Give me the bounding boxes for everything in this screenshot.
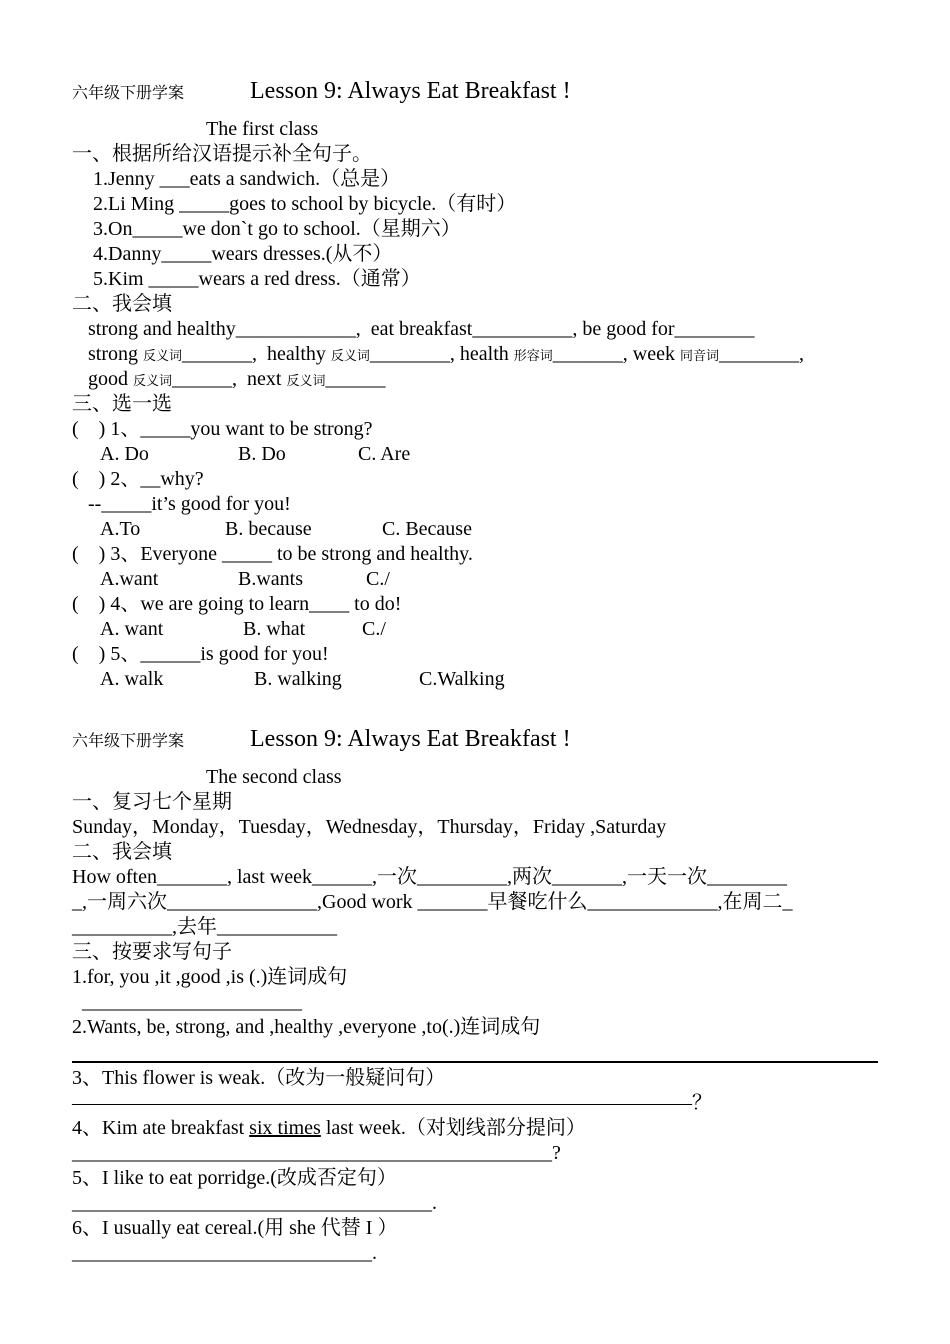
sentence-question: 2.Wants, be, strong, and ,healthy ,everyone ,to(.)连词成句	[72, 1016, 541, 1038]
exercise-item: 2.Li Ming _____goes to school by bicycle.（有时）	[93, 193, 517, 215]
fill-blank: _______,	[552, 343, 633, 365]
answer-blank: ____________________________________.	[72, 1192, 437, 1214]
section-title: 三、按要求写句子	[72, 941, 232, 963]
fill-blank: ________,	[719, 343, 805, 365]
choice-option-b: B. Do	[238, 443, 286, 465]
sentence-question	[72, 1116, 586, 1140]
answer-blank: ———————————————————————————————？	[72, 1092, 712, 1114]
choice-option-a: A. walk	[100, 668, 164, 690]
choice-option-c: C./	[362, 618, 386, 640]
days-list: Sunday，Monday，Tuesday，Wednesday，Thursday，Friday ,Saturday	[72, 816, 667, 838]
answer-blank: ______________________________.	[72, 1242, 377, 1264]
fill-word: week	[632, 343, 680, 365]
exercise-item: 4.Danny_____wears dresses.(从不）	[93, 243, 393, 265]
class-title: The first class	[206, 118, 319, 140]
choice-question: ( ) 5、______is good for you!	[72, 643, 329, 665]
choice-option-a: A.want	[100, 568, 159, 590]
fill-blank: ________,	[369, 343, 460, 365]
sentence-question: 1.for, you ,it ,good ,is (.)连词成句	[72, 966, 348, 988]
section-title: 二、我会填	[72, 841, 172, 863]
header-grade-label: 六年级下册学案	[72, 85, 185, 102]
choice-option-a: A.To	[100, 518, 141, 540]
choice-option-c: C. Are	[358, 443, 411, 465]
exercise-item: 3.On_____we don`t go to school.（星期六）	[93, 218, 461, 240]
choice-question: ( ) 2、__why?	[72, 468, 204, 490]
choice-option-b: B. walking	[254, 668, 342, 690]
answer-blank: ______________________	[82, 991, 302, 1013]
fill-hint: 反义词	[330, 348, 370, 363]
fill-blank: ______	[325, 368, 386, 390]
fill-line	[88, 367, 385, 393]
fill-blank: _______,	[182, 343, 268, 365]
question-text: 4、Kim ate breakfast	[72, 1117, 250, 1139]
choice-option-c: C.Walking	[419, 668, 505, 690]
answer-line	[72, 1061, 878, 1063]
fill-blank: ______,	[172, 368, 248, 390]
fill-word: healthy	[267, 343, 331, 365]
section-title: 一、根据所给汉语提示补全句子。	[72, 143, 372, 165]
choice-option-c: C./	[366, 568, 390, 590]
fill-hint: 反义词	[286, 373, 326, 388]
section-title: 二、我会填	[72, 293, 172, 315]
fill-line: __________,去年____________	[72, 916, 337, 938]
fill-hint: 同音词	[680, 348, 720, 363]
fill-hint: 形容词	[513, 348, 553, 363]
choice-option-b: B.wants	[238, 568, 303, 590]
sentence-question: 3、This flower is weak.（改为一般疑问句）	[72, 1067, 446, 1089]
sentence-question: 6、I usually eat cereal.(用 she 代替 I ）	[72, 1217, 398, 1239]
header-grade-label: 六年级下册学案	[72, 733, 185, 750]
choice-option-c: C. Because	[382, 518, 472, 540]
fill-word: health	[459, 343, 514, 365]
sentence-question: 5、I like to eat porridge.(改成否定句）	[72, 1167, 397, 1189]
fill-word: good	[88, 368, 133, 390]
choice-option-b: B. because	[225, 518, 312, 540]
fill-word: strong	[88, 343, 143, 365]
choice-option-a: A. Do	[100, 443, 149, 465]
fill-hint: 反义词	[133, 373, 173, 388]
fill-line: _,一周六次_______________,Good work _______早餐吃什么_____________,在周二_	[72, 891, 793, 913]
fill-word: next	[247, 368, 287, 390]
choice-question: ( ) 3、Everyone _____ to be strong and healthy.	[72, 543, 473, 565]
lesson-title: Lesson 9: Always Eat Breakfast !	[250, 726, 571, 752]
question-text: last week.（对划线部分提问）	[320, 1117, 586, 1139]
fill-line: strong and healthy____________, eat breakfast__________, be good for________	[88, 318, 755, 340]
underlined-phrase: six times	[249, 1117, 321, 1139]
answer-blank: ________________________________________________?	[72, 1142, 561, 1164]
exercise-item: 1.Jenny ___eats a sandwich.（总是）	[93, 168, 401, 190]
choice-question: ( ) 4、we are going to learn____ to do!	[72, 593, 402, 615]
choice-option-a: A. want	[100, 618, 164, 640]
fill-hint: 反义词	[143, 348, 183, 363]
fill-line	[88, 342, 804, 368]
lesson-title: Lesson 9: Always Eat Breakfast !	[250, 78, 571, 104]
exercise-item: 5.Kim _____wears a red dress.（通常）	[93, 268, 421, 290]
class-title: The second class	[206, 766, 342, 788]
section-title: 一、复习七个星期	[72, 791, 232, 813]
choice-question-extra: --_____it’s good for you!	[88, 493, 291, 515]
fill-line: How often_______, last week______,一次_________,两次_______,一天一次________	[72, 866, 787, 888]
choice-option-b: B. what	[243, 618, 306, 640]
section-title: 三、选一选	[72, 393, 172, 415]
choice-question: ( ) 1、_____you want to be strong?	[72, 418, 373, 440]
